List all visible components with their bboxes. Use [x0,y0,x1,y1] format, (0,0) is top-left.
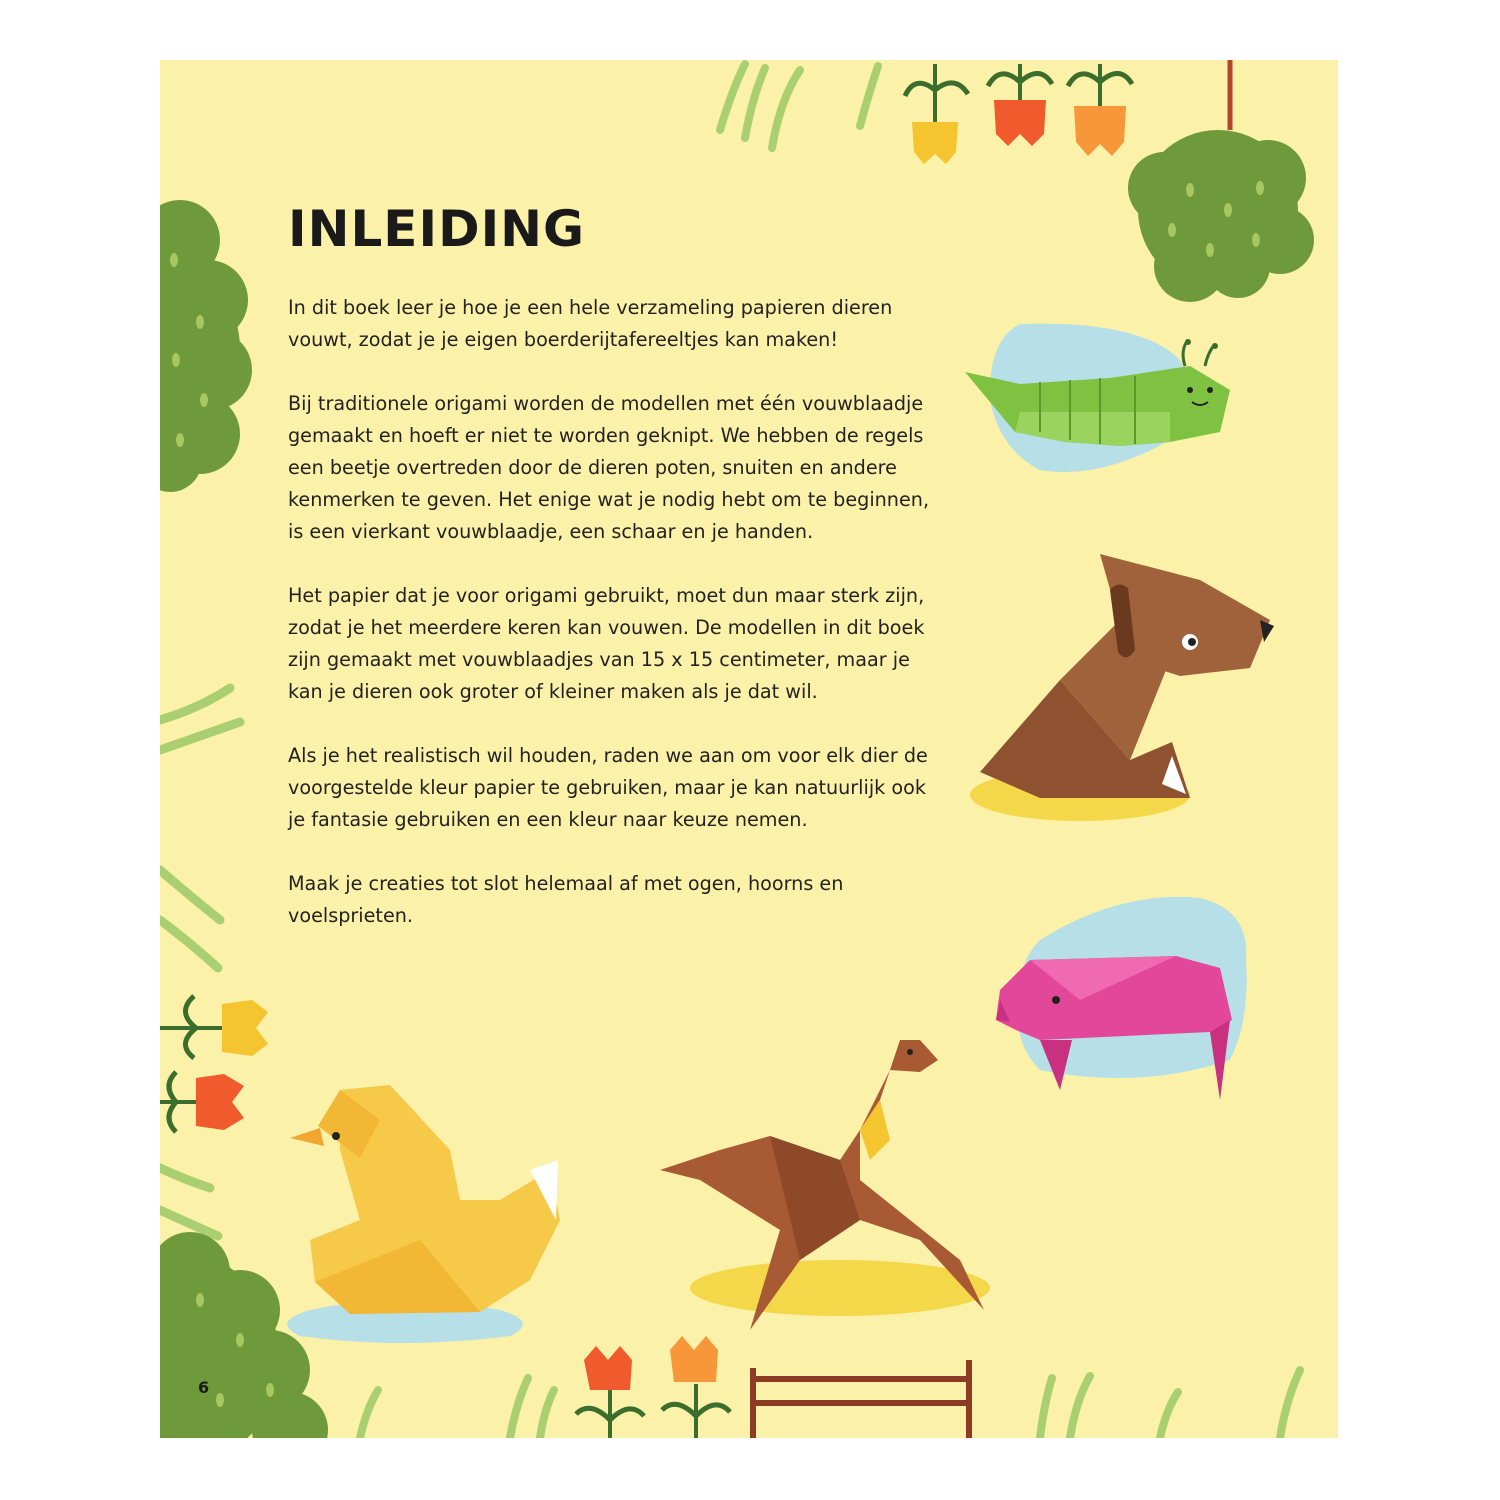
paragraph: Maak je creaties tot slot helemaal af met ogen, hoorns en voelsprieten. [288,872,844,927]
bush-left-top [160,200,252,492]
paragraph: In dit boek leer je hoe je een hele verzameling papieren dieren vouwt, zodat je je eigen boerderijtafereeltjes kan maken! [288,296,893,351]
bush-top-right [1128,60,1314,302]
pig-origami [996,897,1247,1100]
paragraph: Als je het realistisch wil houden, raden we aan om voor elk dier de voorgestelde kleur papier te gebruiken, maar je kan natuurlijk ook je fantasie gebruiken en een kleur naar keuze nemen. [288,744,928,831]
duck-origami [287,1085,560,1343]
bottom-tulips [576,1336,730,1438]
paragraph: Bij traditionele origami worden de modellen met één vouwblaadje gemaakt en hoeft er niet te worden geknipt. We hebben de regels een beetje overtreden door de dieren poten, snuiten en andere kenmerken te geven. Het enige wat je nodig hebt om te beginnen, is een vierkant vouwblaadje, een schaar en je handen. [288,392,930,543]
page-number: 6 [198,1378,210,1397]
dog-origami [970,554,1274,821]
left-grass [160,688,240,1236]
book-page [160,60,1338,1438]
horse-origami [660,1040,990,1330]
top-grass [720,64,878,148]
intro-body [288,292,948,964]
hanging-tulips-top [905,64,1132,164]
paragraph: Het papier dat je voor origami gebruikt, moet dun maar sterk zijn, zodat je het meerdere keren kan vouwen. De modellen in dit boek zijn gemaakt met vouwblaadjes van 15 x 15 centimeter, maar je kan je dieren ook groter of kleiner maken als je dat wil. [288,584,925,703]
caterpillar-origami [965,324,1230,472]
page-title: INLEIDING [288,200,586,258]
fence [750,1360,972,1438]
side-tulips [160,996,268,1132]
